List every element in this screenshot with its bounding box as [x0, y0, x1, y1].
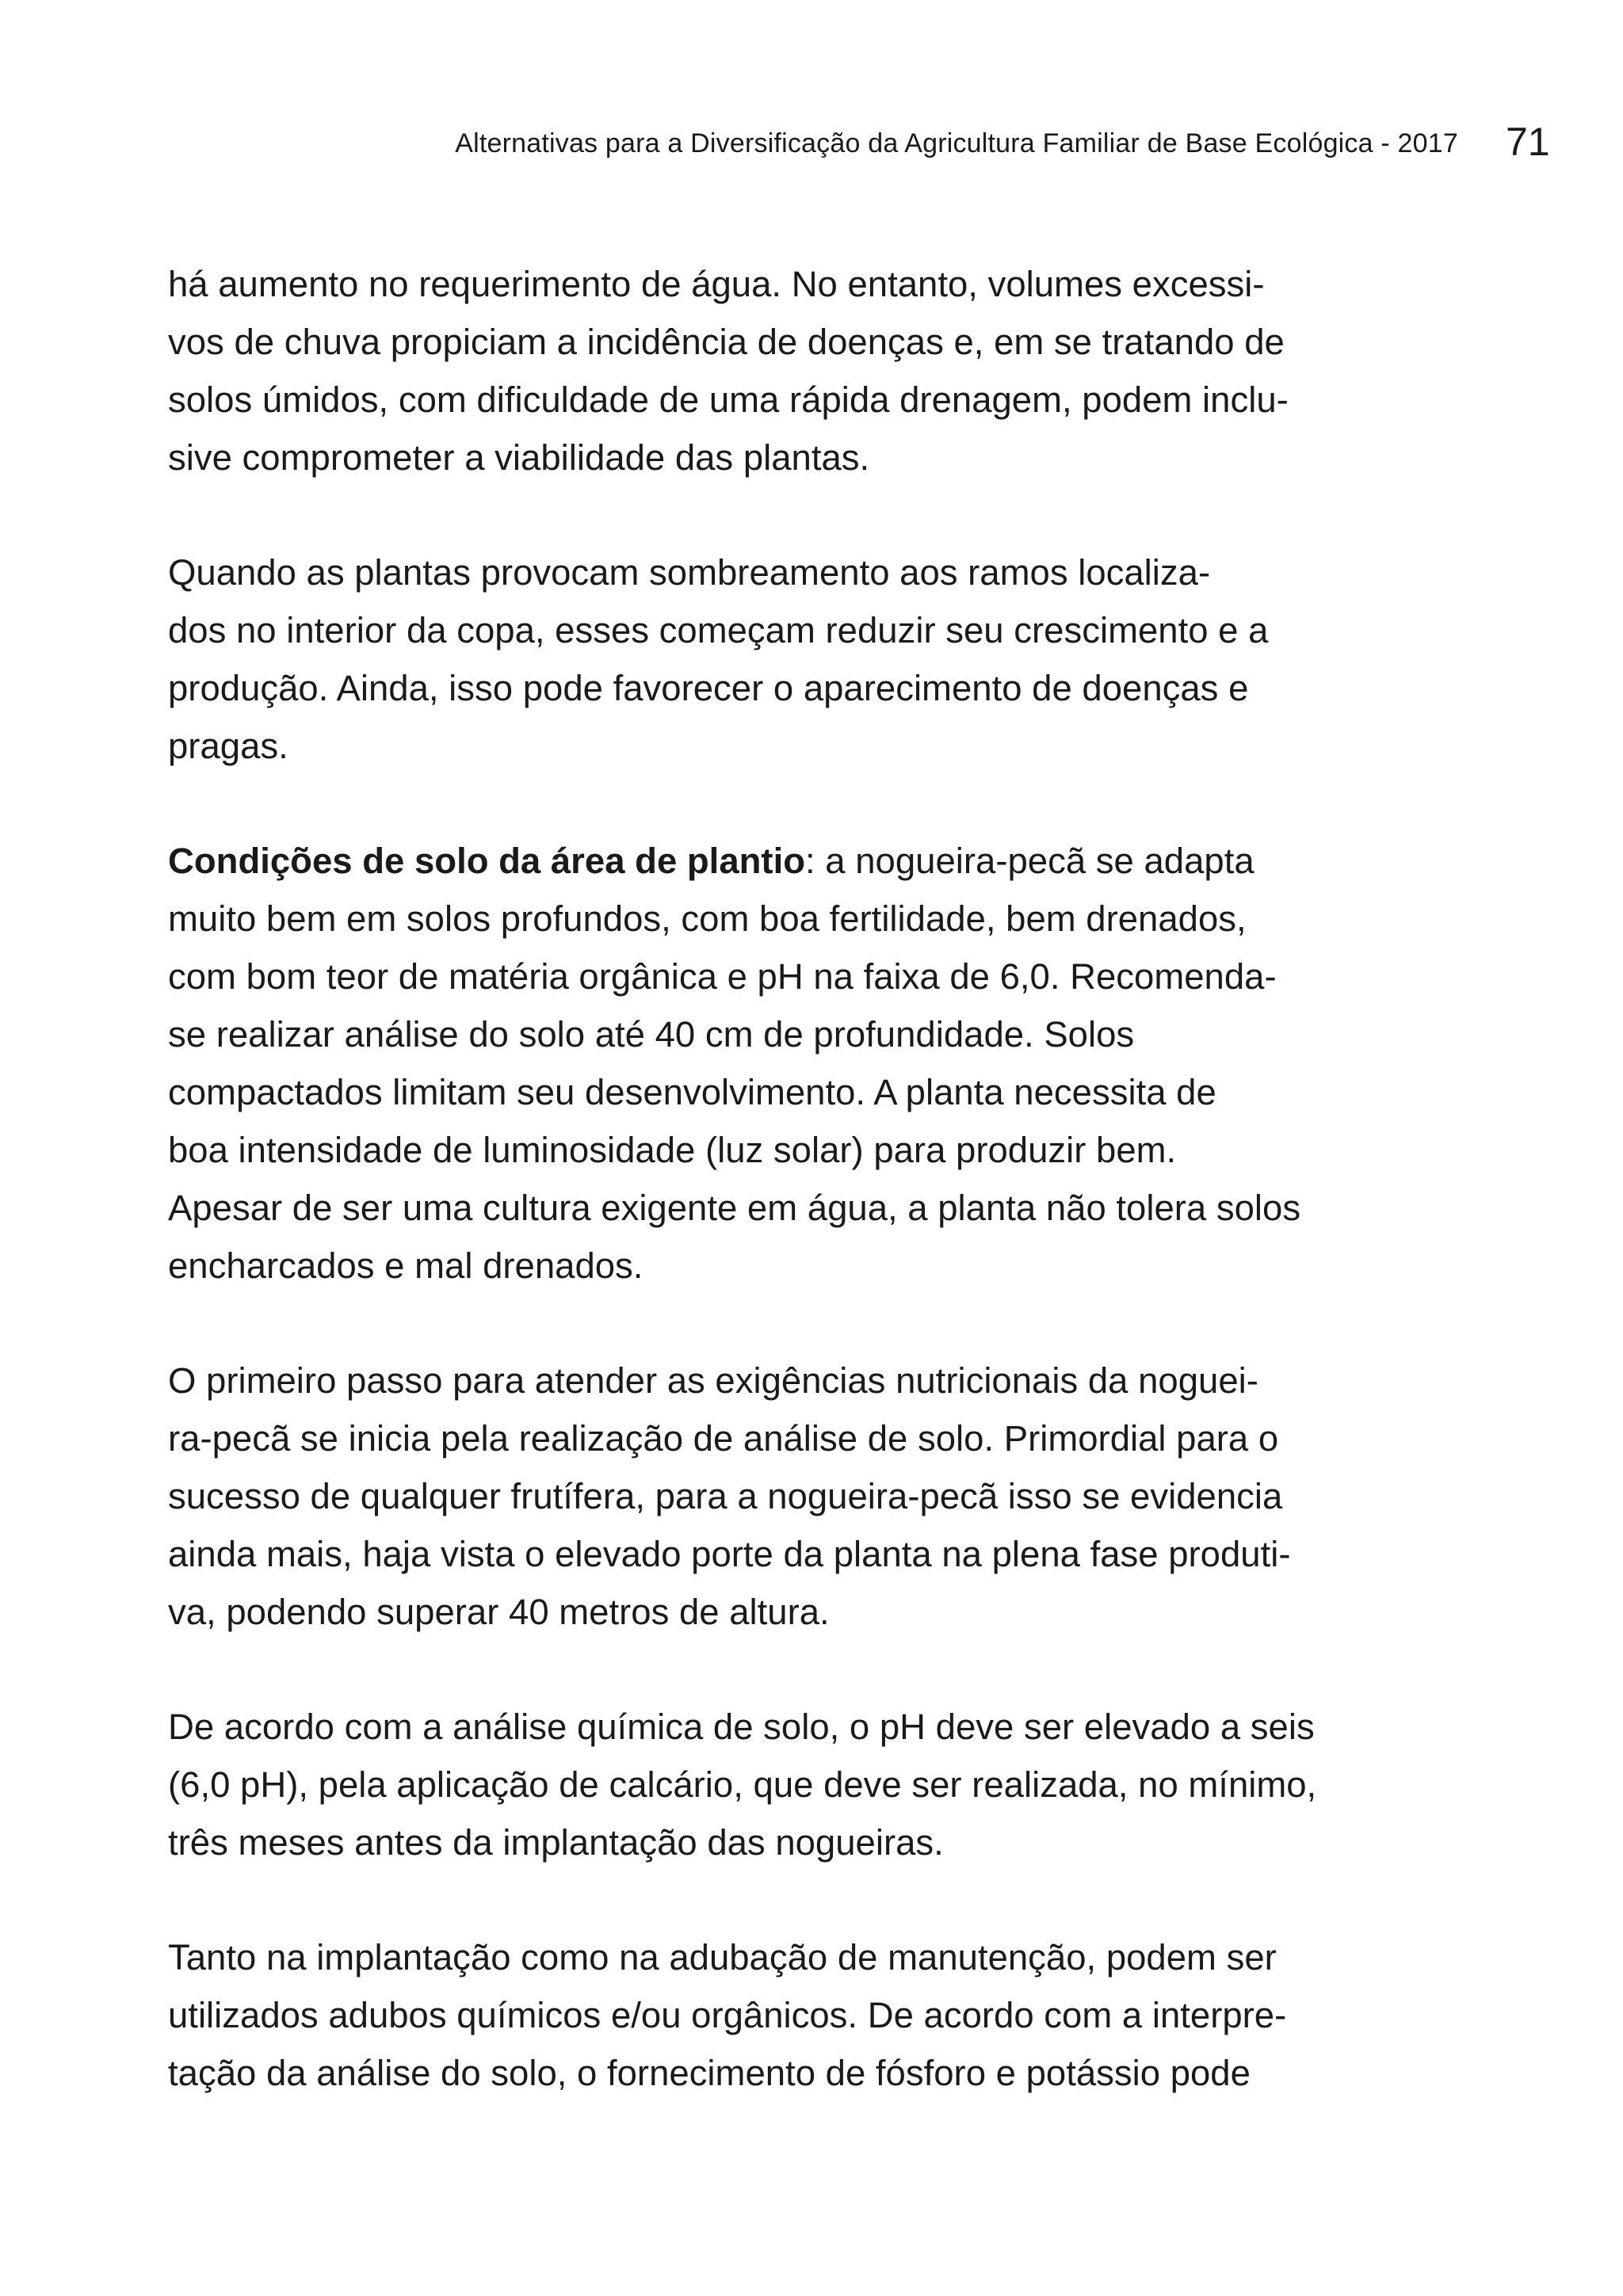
text-line: dos no interior da copa, esses começam reduzir seu crescimento e a	[168, 610, 1269, 650]
section-lead-heading: Condições de solo da área de plantio	[168, 841, 806, 881]
text-line: boa intensidade de luminosidade (luz solar) para produzir bem.	[168, 1130, 1177, 1170]
paragraph-soil-conditions	[168, 832, 1468, 1295]
running-header: Alternativas para a Diversificação da Agricultura Familiar de Base Ecológica - 2017	[455, 128, 1458, 158]
text-line: solos úmidos, com dificuldade de uma rápida drenagem, podem inclu-	[168, 379, 1289, 420]
text-line: utilizados adubos químicos e/ou orgânicos. De acordo com a interpre-	[168, 1995, 1287, 2035]
text-line: ainda mais, haja vista o elevado porte da planta na plena fase produti-	[168, 1534, 1291, 1574]
text-line: encharcados e mal drenados.	[168, 1245, 643, 1286]
text-line: tação da análise do solo, o fornecimento de fósforo e potássio pode	[168, 2053, 1251, 2093]
text-line: O primeiro passo para atender as exigências nutricionais da noguei-	[168, 1360, 1258, 1401]
section-lead-text: : a nogueira-pecã se adapta	[805, 841, 1254, 881]
text-line: Apesar de ser uma cultura exigente em água, a planta não tolera solos	[168, 1188, 1301, 1228]
text-line: ra-pecã se inicia pela realização de análise de solo. Primordial para o	[168, 1418, 1279, 1459]
body-text	[168, 255, 1468, 2159]
text-line: se realizar análise do solo até 40 cm de profundidade. Solos	[168, 1014, 1135, 1055]
paragraph-water-requirement	[168, 255, 1468, 486]
text-line: produção. Ainda, isso pode favorecer o aparecimento de doenças e	[168, 668, 1249, 708]
paragraph-fertilization	[168, 1928, 1468, 2102]
text-line: pragas.	[168, 726, 288, 766]
text-line: três meses antes da implantação das nogueiras.	[168, 1822, 944, 1863]
text-line: va, podendo superar 40 metros de altura.	[168, 1592, 830, 1632]
text-line: há aumento no requerimento de água. No entanto, volumes excessi-	[168, 264, 1265, 304]
text-line: compactados limitam seu desenvolvimento. A planta necessita de	[168, 1072, 1216, 1112]
page-number: 71	[1506, 120, 1550, 164]
text-line: muito bem em solos profundos, com boa fertilidade, bem drenados,	[168, 898, 1247, 939]
text-line: vos de chuva propiciam a incidência de doenças e, em se tratando de	[168, 322, 1285, 362]
text-line	[168, 832, 1468, 890]
paragraph-soil-analysis	[168, 1352, 1468, 1641]
text-line: De acordo com a análise química de solo, o pH deve ser elevado a seis	[168, 1707, 1315, 1747]
text-line: Tanto na implantação como na adubação de manutenção, podem ser	[168, 1937, 1277, 1978]
paragraph-ph-liming	[168, 1698, 1468, 1871]
paragraph-shading	[168, 543, 1468, 775]
text-line: (6,0 pH), pela aplicação de calcário, que deve ser realizada, no mínimo,	[168, 1764, 1317, 1805]
text-line: Quando as plantas provocam sombreamento aos ramos localiza-	[168, 552, 1211, 593]
text-line: sucesso de qualquer frutífera, para a nogueira-pecã isso se evidencia	[168, 1476, 1283, 1516]
text-line: com bom teor de matéria orgânica e pH na faixa de 6,0. Recomenda-	[168, 956, 1277, 997]
text-line: sive comprometer a viabilidade das plantas.	[168, 437, 870, 478]
